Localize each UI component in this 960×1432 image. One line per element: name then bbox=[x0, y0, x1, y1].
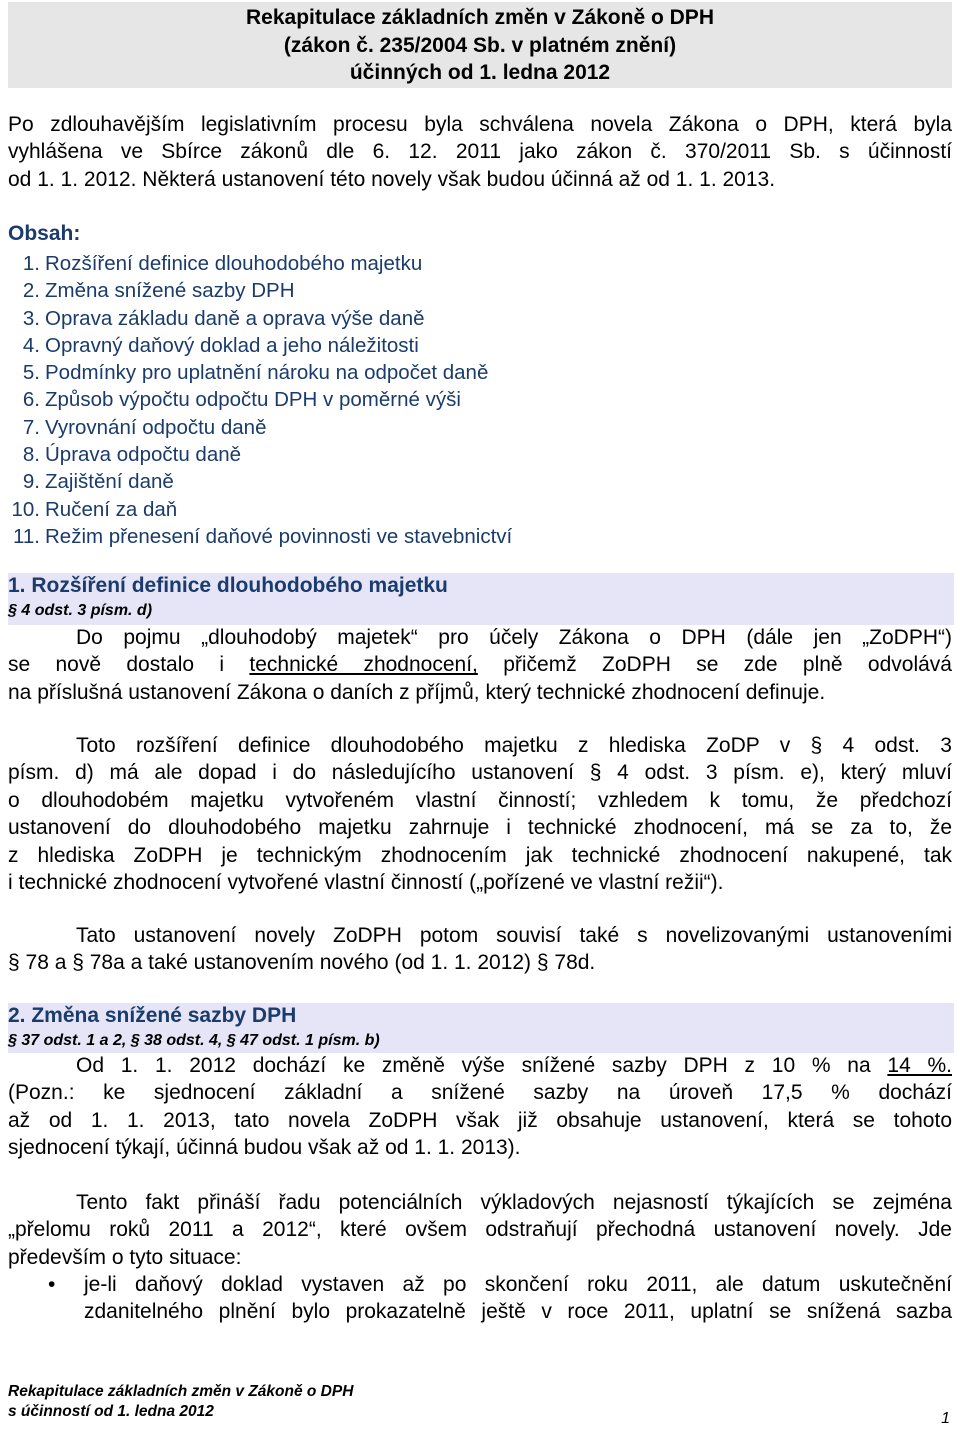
section-1-paragraph-1: Do pojmu „dlouhodobý majetek“ pro účely Zákona o DPH (dále jen „ZoDPH“) se nově dostalo i technické zhodnocení, přičemž ZoDPH se zde plně odvolává na příslušná ustanovení Zákona o daních z příjmů, který technické zhodnocení definuje. bbox=[8, 626, 952, 704]
underlined-rate: 14 %. bbox=[887, 1054, 952, 1077]
section-1-title: 1. Rozšíření definice dlouhodobého majetku bbox=[8, 574, 448, 597]
document-title-box bbox=[8, 2, 952, 88]
section-2-legal-reference: § 37 odst. 1 a 2, § 38 odst. 4, § 47 odst. 1 písm. b) bbox=[8, 1032, 380, 1049]
contents-item-9[interactable]: 9. Zajištění daně bbox=[22, 470, 174, 494]
bullet-item: je-li daňový doklad vystaven až po skončení roku 2011, ale datum uskutečnění zdanitelného plnění bylo prokazatelně ještě v roce 2011, uplatní se snížená sazba bbox=[84, 1273, 952, 1324]
contents-item-7[interactable]: 7. Vyrovnání odpočtu daně bbox=[22, 415, 267, 439]
contents-item-10[interactable]: 10. Ručení za daň bbox=[11, 497, 178, 521]
contents-item-3[interactable]: 3. Oprava základu daně a oprava výše daně bbox=[22, 306, 425, 330]
section-2-paragraph-1: Od 1. 1. 2012 dochází ke změně výše snížené sazby DPH z 10 % na 14 %. (Pozn.: ke sjednocení základní a snížené sazby na úroveň 17,5 % dochází až od 1. 1. 2013, tato novela ZoDPH však již obsahuje ustanovení, která se tohoto sjednocení týkají, účinná budou však až od 1. 1. 2013). bbox=[8, 1054, 952, 1160]
contents-item-4[interactable]: 4. Opravný daňový doklad a jeho náležitosti bbox=[22, 333, 419, 357]
contents-item-2[interactable]: 2. Změna snížené sazby DPH bbox=[22, 279, 295, 303]
footer-title: Rekapitulace základních změn v Zákoně o DPH s účinností od 1. ledna 2012 bbox=[8, 1383, 354, 1420]
section-2-paragraph-2: Tento fakt přináší řadu potenciálních výkladových nejasností týkajících se zejména „přelomu roků 2011 a 2012“, které ovšem odstraňují přechodná ustanovení novely. Jde především o tyto situace: bbox=[8, 1191, 952, 1269]
bullet-symbol: • bbox=[48, 1273, 56, 1296]
contents-heading: Obsah: bbox=[8, 222, 81, 245]
intro-line: Po zdlouhavějším legislativním procesu byla schválena novela Zákona o DPH, která byla bbox=[8, 113, 952, 136]
contents-item-1[interactable]: 1. Rozšíření definice dlouhodobého majetku bbox=[22, 252, 423, 275]
section-2-title: 2. Změna snížené sazby DPH bbox=[8, 1004, 297, 1027]
intro-line: od 1. 1. 2012. Některá ustanovení této novely však budou účinná až od 1. 1. 2013. bbox=[8, 167, 776, 191]
page-number: 1 bbox=[941, 1410, 950, 1427]
contents-item-11[interactable]: 11. Režim přenesení daňové povinnosti ve stavebnictví bbox=[13, 524, 513, 548]
section-1-paragraph-3: Tato ustanovení novely ZoDPH potom souvisí také s novelizovanými ustanoveními § 78 a § 78a a také ustanovením nového (od 1. 1. 2012) § 78d. bbox=[8, 924, 952, 975]
document-title-line-2: (zákon č. 235/2004 Sb. v platném znění) bbox=[283, 33, 677, 57]
intro-paragraph bbox=[8, 111, 952, 193]
contents-item-5[interactable]: 5. Podmínky pro uplatnění nároku na odpočet daně bbox=[22, 361, 489, 385]
section-1-paragraph-2: Toto rozšíření definice dlouhodobého majetku z hlediska ZoDP v § 4 odst. 3 písm. d) má ale dopad i do následujícího ustanovení § 4 odst. 3 písm. e), který mluví o dlouhodobém majetku vytvořeném vlastní činností; vzhledem k tomu, že předchozí ustanovení do dlouhodobého majetku zahrnuje i technické zhodnocení, má se za to, že z hlediska ZoDPH je technickým zhodnocením jak technické zhodnocení nakupené, tak i technické zhodnocení vytvořené vlastní činností („pořízené ve vlastní režii“). bbox=[8, 734, 952, 895]
contents-item-6[interactable]: 6. Způsob výpočtu odpočtu DPH v poměrné výši bbox=[22, 388, 461, 412]
underlined-term: technické zhodnocení, bbox=[249, 653, 478, 677]
section-1-legal-reference: § 4 odst. 3 písm. d) bbox=[8, 602, 153, 619]
intro-line: vyhlášena ve Sbírce zákonů dle 6. 12. 2011 jako zákon č. 370/2011 Sb. s účinností bbox=[8, 140, 952, 164]
contents-item-8[interactable]: 8. Úprava odpočtu daně bbox=[22, 443, 242, 467]
document-title-line-1: Rekapitulace základních změn v Zákoně o DPH bbox=[246, 6, 714, 29]
contents-list bbox=[8, 250, 512, 550]
document-title-line-3: účinných od 1. ledna 2012 bbox=[349, 61, 611, 84]
